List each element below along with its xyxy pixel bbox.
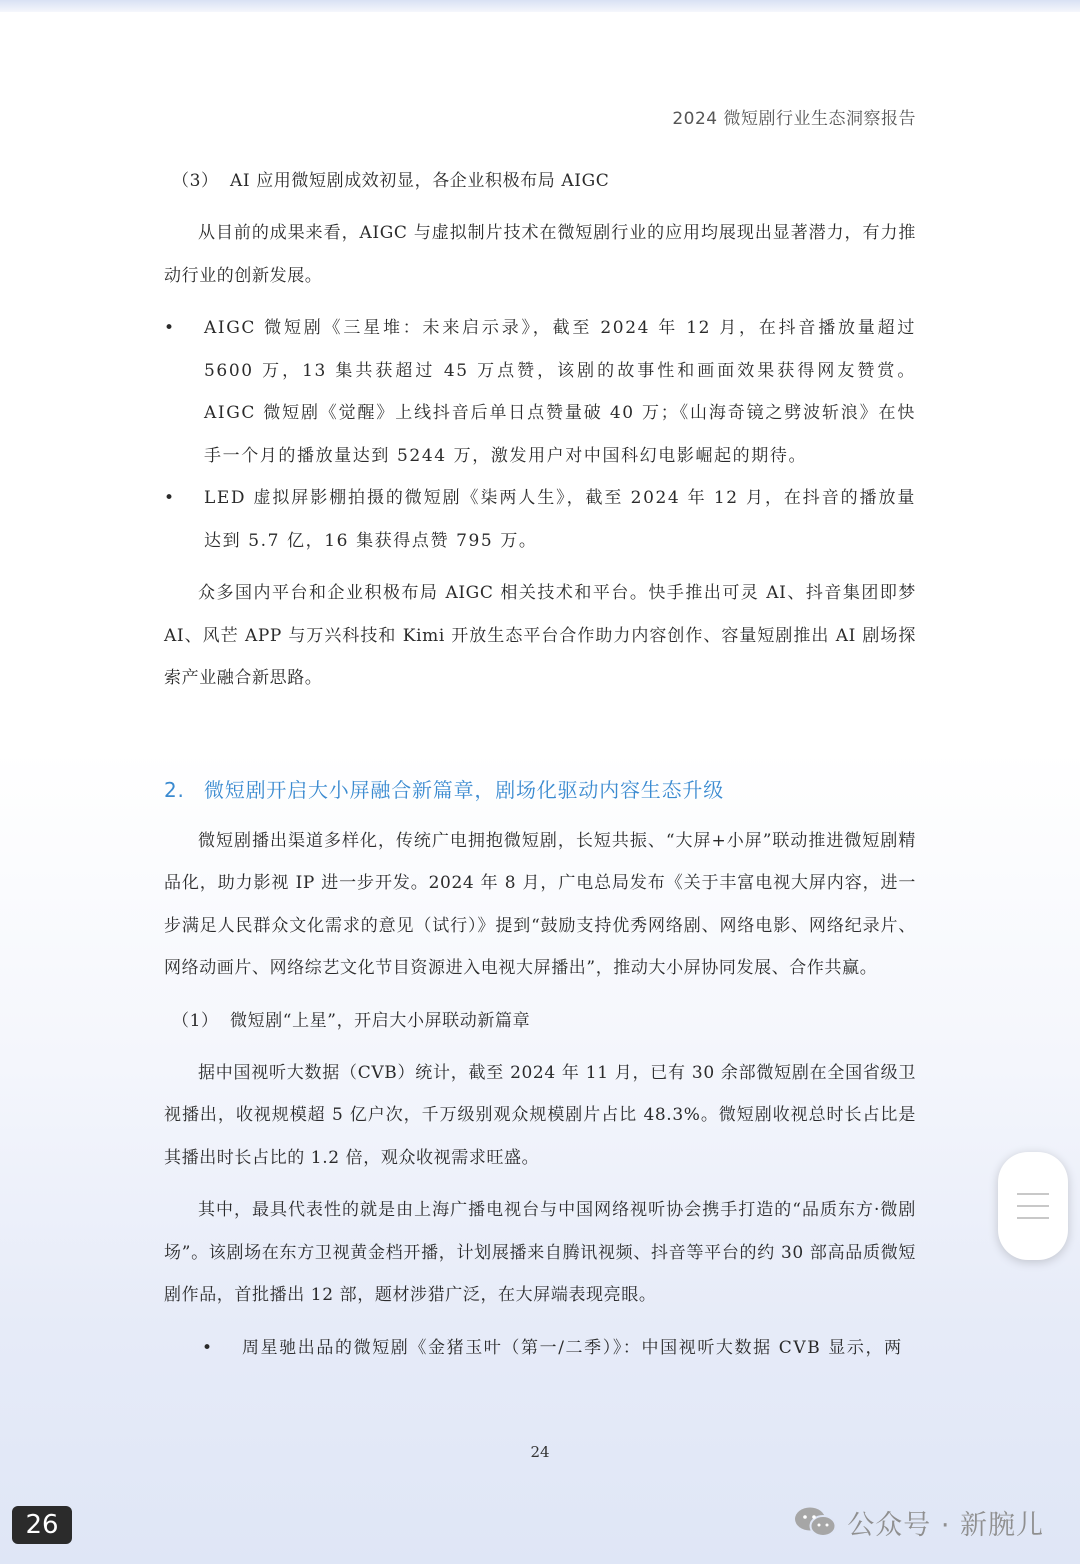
paragraph: 据中国视听大数据（CVB）统计，截至 2024 年 11 月，已有 30 余部微短剧在全国省级卫视播出，收视规模超 5 亿户次，千万级别观众规模剧片占比 48.3%。微短剧收视总时长占比是其播出时长占比的 1.2 倍，观众收视需求旺盛。 xyxy=(164,1062,916,1168)
list-item: • AIGC 微短剧《三星堆：未来启示录》，截至 2024 年 12 月，在抖音播放量超过 5600 万，13 集共获超过 45 万点赞，该剧的故事性和画面效果获得网友赞赏。AIGC 微短剧《觉醒》上线抖音后单日点赞量破 40 万；《山海奇镜之劈波斩浪》在快手一个月的播放量达到 5244 万，激发用户对中国科幻电影崛起的期待。 xyxy=(164,307,916,477)
section-heading-2 xyxy=(164,768,916,812)
subsection-title: 微短剧“上星”，开启大小屏联动新篇章 xyxy=(230,1010,531,1031)
page-badge: 26 xyxy=(12,1506,72,1544)
watermark xyxy=(793,1502,1044,1542)
list-item: • 周星驰出品的微短剧《金猪玉叶（第一/二季）》：中国视听大数据 CVB 显示，两 xyxy=(202,1327,916,1370)
section-number: 2. xyxy=(164,777,185,802)
subsection-heading-3 xyxy=(164,160,916,202)
menu-lines-icon[interactable] xyxy=(998,1152,1068,1260)
subsection-number: （3） xyxy=(172,171,219,191)
subsection-number: （1） xyxy=(172,1010,219,1031)
bullet-icon: • xyxy=(202,1337,214,1358)
bullet-icon: • xyxy=(164,488,176,508)
paragraph: 微短剧播出渠道多样化，传统广电拥抱微短剧，长短共振、“大屏+小屏”联动推进微短剧精品化，助力影视 IP 进一步开发。2024 年 8 月，广电总局发布《关于丰富电视大屏内容，进一步满足人民群众文化需求的意见（试行）》提到“鼓励支持优秀网络剧、网络电影、网络纪录片、网络动画片、网络综艺文化节目资源进入电视大屏播出”，推动大小屏协同发展、合作共赢。 xyxy=(164,830,916,978)
wechat-icon xyxy=(793,1506,837,1538)
running-header: 2024 微短剧行业生态洞察报告 xyxy=(672,109,916,129)
page-content xyxy=(164,160,916,1369)
paragraph: 其中，最具代表性的就是由上海广播电视台与中国网络视听协会携手打造的“品质东方·微剧场”。该剧场在东方卫视黄金档开播，计划展播来自腾讯视频、抖音等平台的约 30 部高品质微短剧作品，首批播出 12 部，题材涉猎广泛，在大屏端表现亮眼。 xyxy=(164,1200,916,1305)
paragraph: 从目前的成果来看，AIGC 与虚拟制片技术在微短剧行业的应用均展现出显著潜力，有力推动行业的创新发展。 xyxy=(164,223,916,286)
section-title: 微短剧开启大小屏融合新篇章，剧场化驱动内容生态升级 xyxy=(204,777,724,802)
subsection-heading-1 xyxy=(164,1000,916,1042)
bullet-icon: • xyxy=(164,318,176,338)
paragraph: 众多国内平台和企业积极布局 AIGC 相关技术和平台。快手推出可灵 AI、抖音集团即梦 AI、风芒 APP 与万兴科技和 Kimi 开放生态平台合作助力内容创作、容量短剧推出 AI 剧场探索产业融合新思路。 xyxy=(164,583,916,688)
list-item: • LED 虚拟屏影棚拍摄的微短剧《柒两人生》，截至 2024 年 12 月，在抖音的播放量达到 5.7 亿，16 集获得点赞 795 万。 xyxy=(164,477,916,562)
subsection-title: AI 应用微短剧成效初显，各企业积极布局 AIGC xyxy=(230,171,610,191)
top-band xyxy=(0,0,1080,12)
watermark-text: 公众号 · 新腕儿 xyxy=(847,1509,1044,1541)
page-number: 24 xyxy=(530,1443,550,1461)
